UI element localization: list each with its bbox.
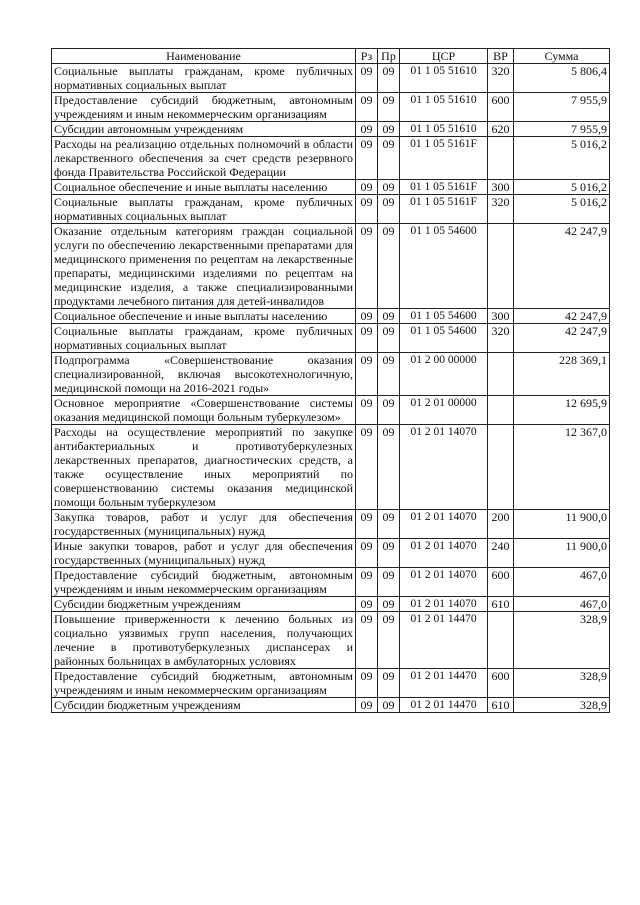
cell-sum: 5 806,4 <box>514 64 610 93</box>
cell-csr: 01 1 05 51610 <box>400 122 488 137</box>
cell-pr: 09 <box>378 698 400 713</box>
table-header-row <box>52 49 610 64</box>
cell-pr: 09 <box>378 137 400 180</box>
cell-pr: 09 <box>378 396 400 425</box>
cell-vr <box>488 612 514 669</box>
cell-vr: 300 <box>488 309 514 324</box>
cell-sum: 12 367,0 <box>514 425 610 510</box>
cell-csr: 01 1 05 51610 <box>400 93 488 122</box>
cell-csr: 01 2 01 14470 <box>400 612 488 669</box>
cell-sum: 42 247,9 <box>514 324 610 353</box>
table-row <box>52 597 610 612</box>
cell-rz: 09 <box>356 425 378 510</box>
cell-name: Иные закупки товаров, работ и услуг для обеспечения государственных (муниципальных) нужд <box>52 539 356 568</box>
table-row <box>52 122 610 137</box>
cell-sum: 467,0 <box>514 568 610 597</box>
cell-vr: 600 <box>488 669 514 698</box>
cell-vr: 610 <box>488 698 514 713</box>
table-row <box>52 539 610 568</box>
cell-sum: 328,9 <box>514 612 610 669</box>
cell-vr <box>488 425 514 510</box>
table-row <box>52 93 610 122</box>
cell-vr <box>488 353 514 396</box>
table-row <box>52 510 610 539</box>
cell-rz: 09 <box>356 539 378 568</box>
cell-sum: 5 016,2 <box>514 195 610 224</box>
table-row <box>52 180 610 195</box>
cell-pr: 09 <box>378 425 400 510</box>
cell-name: Субсидии автономным учреждениям <box>52 122 356 137</box>
cell-csr: 01 2 01 14470 <box>400 698 488 713</box>
table-row <box>52 698 610 713</box>
cell-csr: 01 1 05 54600 <box>400 224 488 309</box>
cell-rz: 09 <box>356 122 378 137</box>
table-row <box>52 612 610 669</box>
cell-rz: 09 <box>356 309 378 324</box>
cell-rz: 09 <box>356 180 378 195</box>
cell-name: Расходы на осуществление мероприятий по закупке антибактериальных и противотуберкулезных лекарственных препаратов, диагностических средств, а также осуществление иных мероприятий по совершенствованию системы оказания медицинской помощи больным туберкулезом <box>52 425 356 510</box>
cell-rz: 09 <box>356 137 378 180</box>
cell-rz: 09 <box>356 396 378 425</box>
cell-rz: 09 <box>356 224 378 309</box>
cell-sum: 467,0 <box>514 597 610 612</box>
cell-vr: 600 <box>488 568 514 597</box>
cell-name: Социальные выплаты гражданам, кроме публичных нормативных социальных выплат <box>52 195 356 224</box>
cell-name: Оказание отдельным категориям граждан социальной услуги по обеспечению лекарственными препаратами для медицинского применения по рецептам на лекарственные препараты, медицинскими изделиями по рецептам на медицинские изделия, а также специализированными продуктами лечебного питания для детей-инвалидов <box>52 224 356 309</box>
header-rz: Рз <box>356 49 378 64</box>
header-vr: ВР <box>488 49 514 64</box>
cell-name: Субсидии бюджетным учреждениям <box>52 597 356 612</box>
table-row <box>52 324 610 353</box>
cell-csr: 01 2 00 00000 <box>400 353 488 396</box>
cell-csr: 01 1 05 51610 <box>400 64 488 93</box>
table-row <box>52 669 610 698</box>
table-body <box>52 64 610 713</box>
cell-pr: 09 <box>378 122 400 137</box>
cell-vr: 300 <box>488 180 514 195</box>
table-row <box>52 195 610 224</box>
cell-csr: 01 1 05 5161F <box>400 195 488 224</box>
cell-name: Предоставление субсидий бюджетным, автономным учреждениям и иным некоммерческим организациям <box>52 669 356 698</box>
cell-pr: 09 <box>378 568 400 597</box>
cell-name: Социальное обеспечение и иные выплаты населению <box>52 309 356 324</box>
cell-sum: 7 955,9 <box>514 122 610 137</box>
cell-vr: 320 <box>488 195 514 224</box>
cell-sum: 12 695,9 <box>514 396 610 425</box>
cell-csr: 01 2 01 14070 <box>400 597 488 612</box>
cell-csr: 01 1 05 5161F <box>400 137 488 180</box>
cell-sum: 228 369,1 <box>514 353 610 396</box>
table-row <box>52 224 610 309</box>
cell-sum: 328,9 <box>514 698 610 713</box>
cell-name: Социальные выплаты гражданам, кроме публичных нормативных социальных выплат <box>52 64 356 93</box>
cell-vr: 200 <box>488 510 514 539</box>
cell-pr: 09 <box>378 353 400 396</box>
cell-csr: 01 2 01 14070 <box>400 425 488 510</box>
table-row <box>52 425 610 510</box>
cell-name: Предоставление субсидий бюджетным, автономным учреждениям и иным некоммерческим организациям <box>52 568 356 597</box>
cell-pr: 09 <box>378 324 400 353</box>
cell-name: Подпрограмма «Совершенствование оказания специализированной, включая высокотехнологичную, медицинской помощи на 2016-2021 годы» <box>52 353 356 396</box>
cell-vr: 240 <box>488 539 514 568</box>
budget-table <box>51 48 610 713</box>
cell-pr: 09 <box>378 64 400 93</box>
cell-sum: 5 016,2 <box>514 180 610 195</box>
cell-pr: 09 <box>378 669 400 698</box>
cell-sum: 328,9 <box>514 669 610 698</box>
table-row <box>52 309 610 324</box>
cell-pr: 09 <box>378 180 400 195</box>
cell-sum: 42 247,9 <box>514 224 610 309</box>
cell-vr: 320 <box>488 64 514 93</box>
cell-name: Социальные выплаты гражданам, кроме публичных нормативных социальных выплат <box>52 324 356 353</box>
header-pr: Пр <box>378 49 400 64</box>
cell-rz: 09 <box>356 93 378 122</box>
cell-pr: 09 <box>378 510 400 539</box>
cell-pr: 09 <box>378 597 400 612</box>
cell-vr: 320 <box>488 324 514 353</box>
budget-page <box>51 48 609 713</box>
cell-csr: 01 1 05 54600 <box>400 309 488 324</box>
cell-pr: 09 <box>378 93 400 122</box>
cell-sum: 11 900,0 <box>514 539 610 568</box>
cell-pr: 09 <box>378 224 400 309</box>
cell-rz: 09 <box>356 510 378 539</box>
table-row <box>52 568 610 597</box>
header-csr: ЦСР <box>400 49 488 64</box>
cell-vr: 600 <box>488 93 514 122</box>
cell-rz: 09 <box>356 324 378 353</box>
cell-pr: 09 <box>378 539 400 568</box>
cell-rz: 09 <box>356 597 378 612</box>
cell-name: Социальное обеспечение и иные выплаты населению <box>52 180 356 195</box>
cell-sum: 42 247,9 <box>514 309 610 324</box>
cell-vr <box>488 396 514 425</box>
cell-csr: 01 2 01 14070 <box>400 510 488 539</box>
cell-vr <box>488 137 514 180</box>
cell-pr: 09 <box>378 195 400 224</box>
cell-name: Субсидии бюджетным учреждениям <box>52 698 356 713</box>
cell-rz: 09 <box>356 64 378 93</box>
cell-rz: 09 <box>356 612 378 669</box>
header-name: Наименование <box>52 49 356 64</box>
cell-vr <box>488 224 514 309</box>
cell-name: Расходы на реализацию отдельных полномочий в области лекарственного обеспечения за счет средств резервного фонда Правительства Российской Федерации <box>52 137 356 180</box>
cell-csr: 01 2 01 14070 <box>400 539 488 568</box>
cell-name: Закупка товаров, работ и услуг для обеспечения государственных (муниципальных) нужд <box>52 510 356 539</box>
cell-csr: 01 2 01 00000 <box>400 396 488 425</box>
cell-rz: 09 <box>356 568 378 597</box>
cell-csr: 01 1 05 5161F <box>400 180 488 195</box>
cell-name: Основное мероприятие «Совершенствование системы оказания медицинской помощи больным туберкулезом» <box>52 396 356 425</box>
header-sum: Сумма <box>514 49 610 64</box>
cell-sum: 7 955,9 <box>514 93 610 122</box>
cell-rz: 09 <box>356 195 378 224</box>
cell-rz: 09 <box>356 698 378 713</box>
cell-name: Предоставление субсидий бюджетным, автономным учреждениям и иным некоммерческим организациям <box>52 93 356 122</box>
cell-pr: 09 <box>378 612 400 669</box>
cell-pr: 09 <box>378 309 400 324</box>
cell-csr: 01 2 01 14470 <box>400 669 488 698</box>
cell-sum: 5 016,2 <box>514 137 610 180</box>
cell-vr: 610 <box>488 597 514 612</box>
cell-csr: 01 1 05 54600 <box>400 324 488 353</box>
table-row <box>52 353 610 396</box>
cell-rz: 09 <box>356 669 378 698</box>
cell-name: Повышение приверженности к лечению больных из социально уязвимых групп населения, получающих лечение в противотуберкулезных диспансерах и районных больницах в амбулаторных условиях <box>52 612 356 669</box>
cell-sum: 11 900,0 <box>514 510 610 539</box>
cell-rz: 09 <box>356 353 378 396</box>
table-row <box>52 396 610 425</box>
table-row <box>52 64 610 93</box>
cell-csr: 01 2 01 14070 <box>400 568 488 597</box>
cell-vr: 620 <box>488 122 514 137</box>
table-row <box>52 137 610 180</box>
